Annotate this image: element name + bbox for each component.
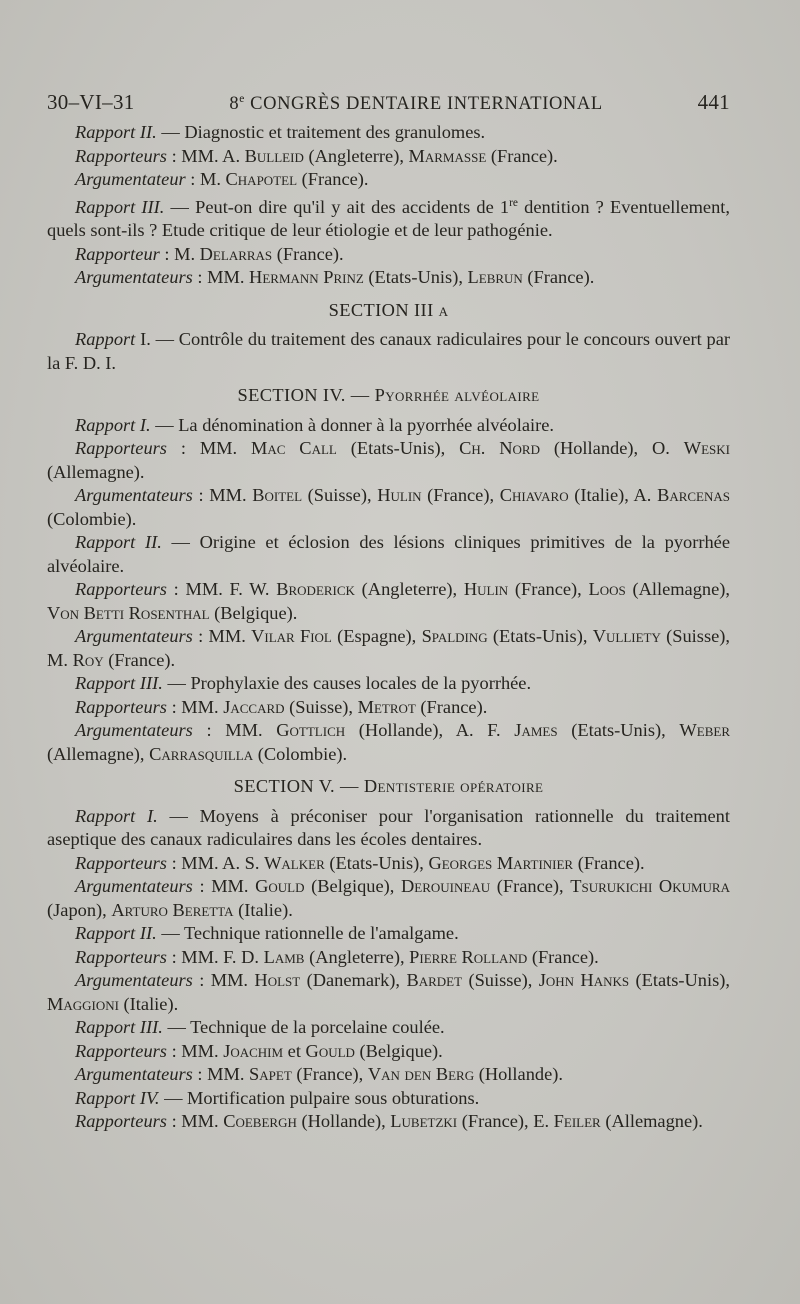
s5-rapport-1-argumentateurs: Argumentateurs : MM. Gould (Belgique), Derouineau (France), Tsurukichi Okumura (Japon), Arturo Beretta (Italie). [47, 876, 730, 920]
s5-rapport-1-rapporteurs: Rapporteurs : MM. A. S. Walker (Etats-Unis), Georges Martinier (France). [75, 852, 645, 873]
s5-rapport-2-rapporteurs: Rapporteurs : MM. F. D. Lamb (Angleterre), Pierre Rolland (France). [75, 946, 599, 967]
page-number: 441 [697, 90, 730, 114]
header-title: 8e CONGRÈS DENTAIRE INTERNATIONAL [229, 92, 603, 114]
s4-rapport-1-argumentateurs: Argumentateurs : MM. Boitel (Suisse), Hulin (France), Chiavaro (Italie), A. Barcenas (Colombie). [47, 485, 731, 529]
s5-rapport-3-rapporteurs: Rapporteurs : MM. Joachim et Gould (Belgique). [75, 1040, 443, 1061]
s5-rapport-3-argumentateurs: Argumentateurs : MM. Sapet (France), Van den Berg (Hollande). [75, 1064, 563, 1085]
rapport-2-rapporteurs: Rapporteurs : MM. A. Bulleid (Angleterre), Marmasse (France). [75, 145, 558, 166]
header-date: 30–VI–31 [47, 90, 135, 114]
s5-rapport-4-rapporteurs: Rapporteurs : MM. Coebergh (Hollande), Lubetzki (France), E. Feiler (Allemagne). [75, 1111, 703, 1132]
rapport-3-argumentateurs: Argumentateurs : MM. Hermann Prinz (Etats-Unis), Lebrun (France). [75, 267, 595, 288]
s4-rapport-2-title: Rapport II. — Origine et éclosion des lésions cliniques primitives de la pyorrhée alvéolaire. [47, 532, 730, 576]
rapport-2-argumentateur: Argumentateur : M. Chapotel (France). [75, 169, 369, 189]
section-5-heading: SECTION V. — Dentisterie opératoire [233, 776, 544, 797]
s4-rapport-2-rapporteurs: Rapporteurs : MM. F. W. Broderick (Angleterre), Hulin (France), Loos (Allemagne), Von Betti Rosenthal (Belgique). [47, 579, 730, 623]
s5-rapport-3-title: Rapport III. — Technique de la porcelaine coulée. [75, 1017, 445, 1038]
rapport-3-title: Rapport III. — Peut-on dire qu'il y ait des accidents de 1re dentition ? Eventuellement, quels sont-ils ? Etude critique de leur étiologie et de leur pathogénie. [47, 196, 730, 241]
rapport-2-title: Rapport II. — Diagnostic et traitement des granulomes. [75, 122, 486, 142]
section-3a-rapport-1: Rapport I. — Contrôle du traitement des canaux radiculaires pour le concours ouvert par la F. D. I. [47, 329, 730, 373]
s4-rapport-3-argumentateurs: Argumentateurs : MM. Gottlich (Hollande), A. F. James (Etats-Unis), Weber (Allemagne), Carrasquilla (Colombie). [47, 720, 730, 764]
s4-rapport-3-rapporteurs: Rapporteurs : MM. Jaccard (Suisse), Metrot (France). [75, 696, 488, 717]
section-3a-heading: SECTION III a [328, 299, 449, 320]
s4-rapport-1-rapporteurs: Rapporteurs : MM. Mac Call (Etats-Unis), Ch. Nord (Hollande), O. Weski (Allemagne). [47, 438, 730, 482]
s5-rapport-4-title: Rapport IV. — Mortification pulpaire sous obturations. [75, 1087, 480, 1108]
s5-rapport-2-title: Rapport II. — Technique rationnelle de l'amalgame. [75, 923, 459, 944]
s5-rapport-2-argumentateurs: Argumentateurs : MM. Holst (Danemark), Bardet (Suisse), John Hanks (Etats-Unis), Maggioni (Italie). [47, 970, 730, 1014]
page-header [47, 90, 730, 115]
s4-rapport-3-title: Rapport III. — Prophylaxie des causes locales de la pyorrhée. [75, 673, 532, 694]
section-4-heading: SECTION IV. — Pyorrhée alvéolaire [237, 385, 540, 406]
page-body [47, 121, 730, 1134]
s4-rapport-1-title: Rapport I. — La dénomination à donner à la pyorrhée alvéolaire. [75, 414, 555, 435]
rapport-3-rapporteur: Rapporteur : M. Delarras (France). [75, 243, 344, 264]
s4-rapport-2-argumentateurs: Argumentateurs : MM. Vilar Fiol (Espagne), Spalding (Etats-Unis), Vulliety (Suisse), M. Roy (France). [47, 626, 730, 670]
s5-rapport-1-title: Rapport I. — Moyens à préconiser pour l'organisation rationnelle du traitement aseptique des canaux radiculaires dans les écoles dentaires. [47, 805, 730, 850]
